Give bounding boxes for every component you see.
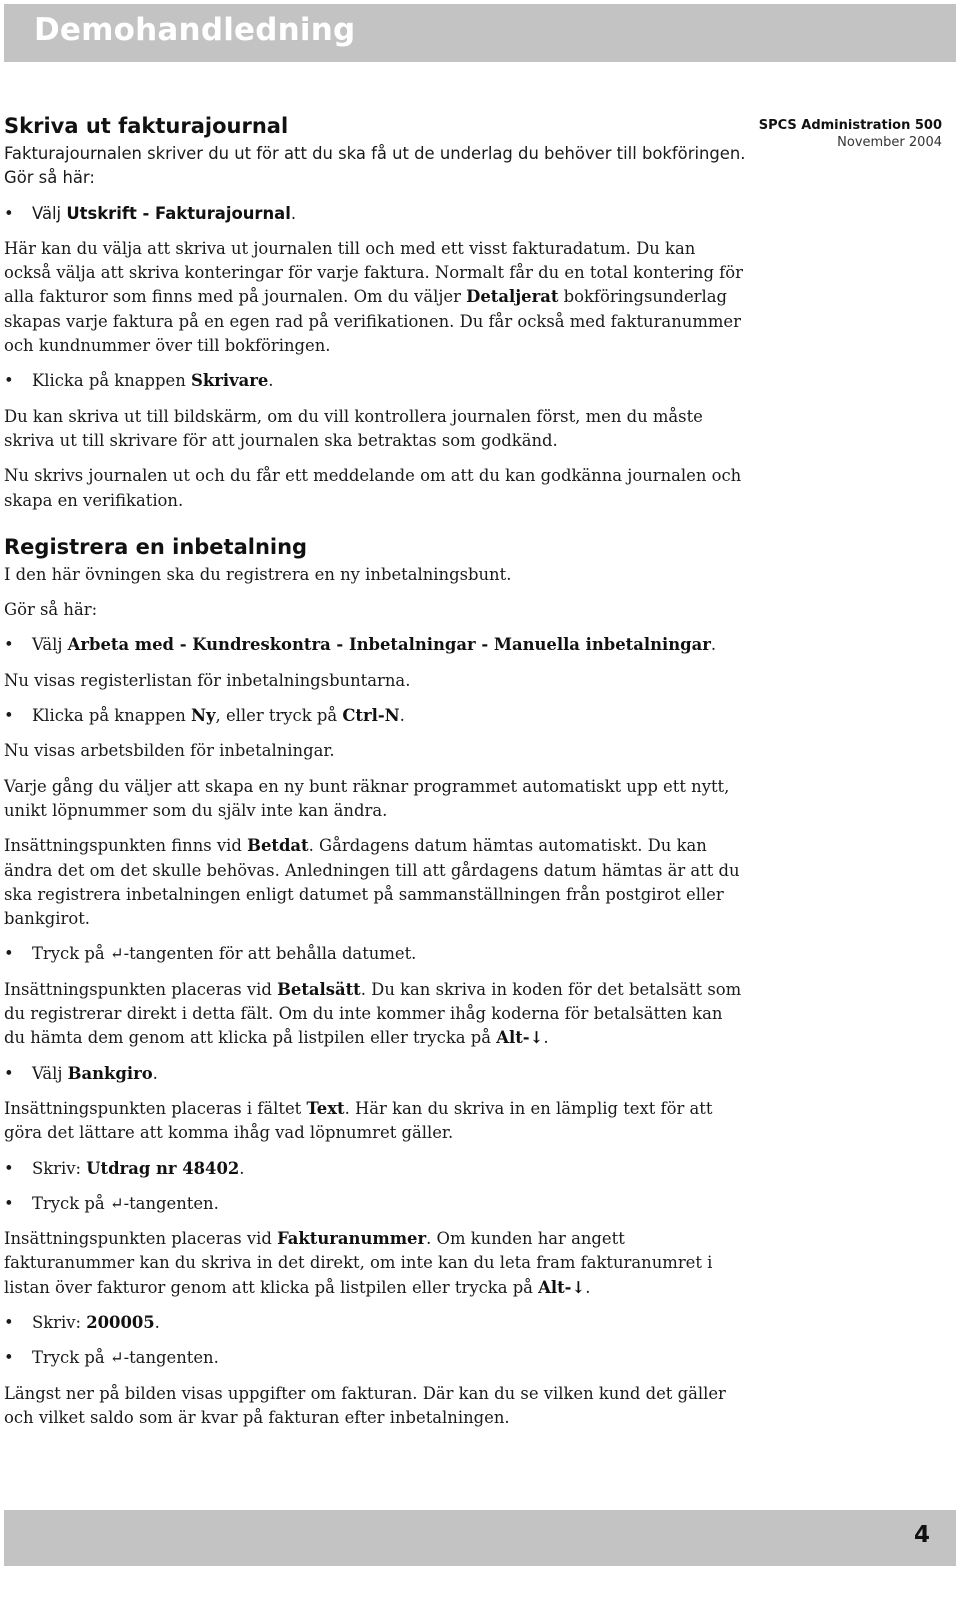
enter-key-icon: ↵ [109,944,124,964]
enter-key-icon: ↵ [109,1193,124,1213]
instruction-step: • Skriv: 200005. [4,1311,746,1335]
product-name: SPCS Administration 500 [758,118,942,133]
page-number: 4 [913,1522,930,1548]
instruction-step: • Tryck på ↵-tangenten. [4,1192,746,1216]
paragraph: Insättningspunkten placeras vid Betalsätt. Du kan skriva in koden för det betalsätt som du registrerar direkt i detta fält. Om du inte kommer ihåg koderna för betalsätten kan du hämta dem genom att klicka på listpilen eller trycka på Alt-↓. [4,979,742,1048]
paragraph: Gör så här: [4,600,98,620]
document-title: Demohandledning [34,12,356,48]
footer-bar [4,1510,956,1566]
section-heading: Registrera en inbetalning [4,534,308,559]
paragraph: Insättningspunkten placeras vid Fakturanummer. Om kunden har angett fakturanummer kan du skriva in det direkt, om inte kan du leta fram fakturanumret i listan över fakturor genom att klicka på listpilen eller trycka på Alt-↓. [4,1229,713,1297]
section-heading: Skriva ut fakturajournal [4,114,289,138]
paragraph: Du kan skriva ut till bildskärm, om du vill kontrollera journalen först, men du måste skriva ut till skrivare för att journalen ska betraktas som godkänd. [4,406,703,450]
instruction-step: • Välj Arbeta med - Kundreskontra - Inbetalningar - Manuella inbetalningar. [4,633,746,657]
paragraph: Varje gång du väljer att skapa en ny bunt räknar programmet automatiskt upp ett nytt, unikt löpnummer som du själv inte kan ändra. [4,776,730,820]
main-content [4,112,746,1441]
header-bar [4,4,956,62]
instruction-step: • Välj Bankgiro. [4,1062,746,1086]
document-date: November 2004 [837,135,942,150]
paragraph: Insättningspunkten finns vid Betdat. Gårdagens datum hämtas automatiskt. Du kan ändra det om det skulle behövas. Anledningen till att gårdagens datum hämtas är att du ska registrera inbetalningen enligt datumet på sammanställningen från postgirot eller bankgirot. [4,836,740,929]
enter-key-icon: ↵ [109,1348,124,1368]
instruction-step: • Klicka på knappen Skrivare. [4,369,746,393]
instruction-step: • Skriv: Utdrag nr 48402. [4,1157,746,1181]
instruction-step: • Tryck på ↵-tangenten. [4,1346,746,1370]
paragraph: I den här övningen ska du registrera en ny inbetalningsbunt. [4,564,512,584]
paragraph: Längst ner på bilden visas uppgifter om fakturan. Där kan du se vilken kund det gäller och vilket saldo som är kvar på fakturan efter inbetalningen. [4,1383,726,1427]
paragraph: Insättningspunkten placeras i fältet Text. Här kan du skriva in en lämplig text för att göra det lättare att komma ihåg vad löpnumret gäller. [4,1098,713,1143]
paragraph: Fakturajournalen skriver du ut för att du ska få ut de underlag du behöver till bokföringen. Gör så här: [4,144,746,188]
paragraph: Nu skrivs journalen ut och du får ett meddelande om att du kan godkänna journalen och skapa en verifikation. [4,466,742,510]
instruction-step: • Tryck på ↵-tangenten för att behålla datumet. [4,942,746,966]
instruction-step: • Välj Utskrift - Fakturajournal. [4,202,746,226]
document-meta [759,117,942,151]
paragraph: Nu visas registerlistan för inbetalningsbuntarna. [4,670,411,690]
paragraph: Här kan du välja att skriva ut journalen till och med ett visst fakturadatum. Du kan också välja att skriva konteringar för varje faktura. Normalt får du en total kontering för alla fakturor som finns med på journalen. Om du väljer Detaljerat bokföringsunderlag skapas varje faktura på en egen rad på verifikationen. Du får också med fakturanummer och kundnummer över till bokföringen. [4,238,743,356]
paragraph: Nu visas arbetsbilden för inbetalningar. [4,741,335,761]
instruction-step: • Klicka på knappen Ny, eller tryck på Ctrl-N. [4,704,746,728]
